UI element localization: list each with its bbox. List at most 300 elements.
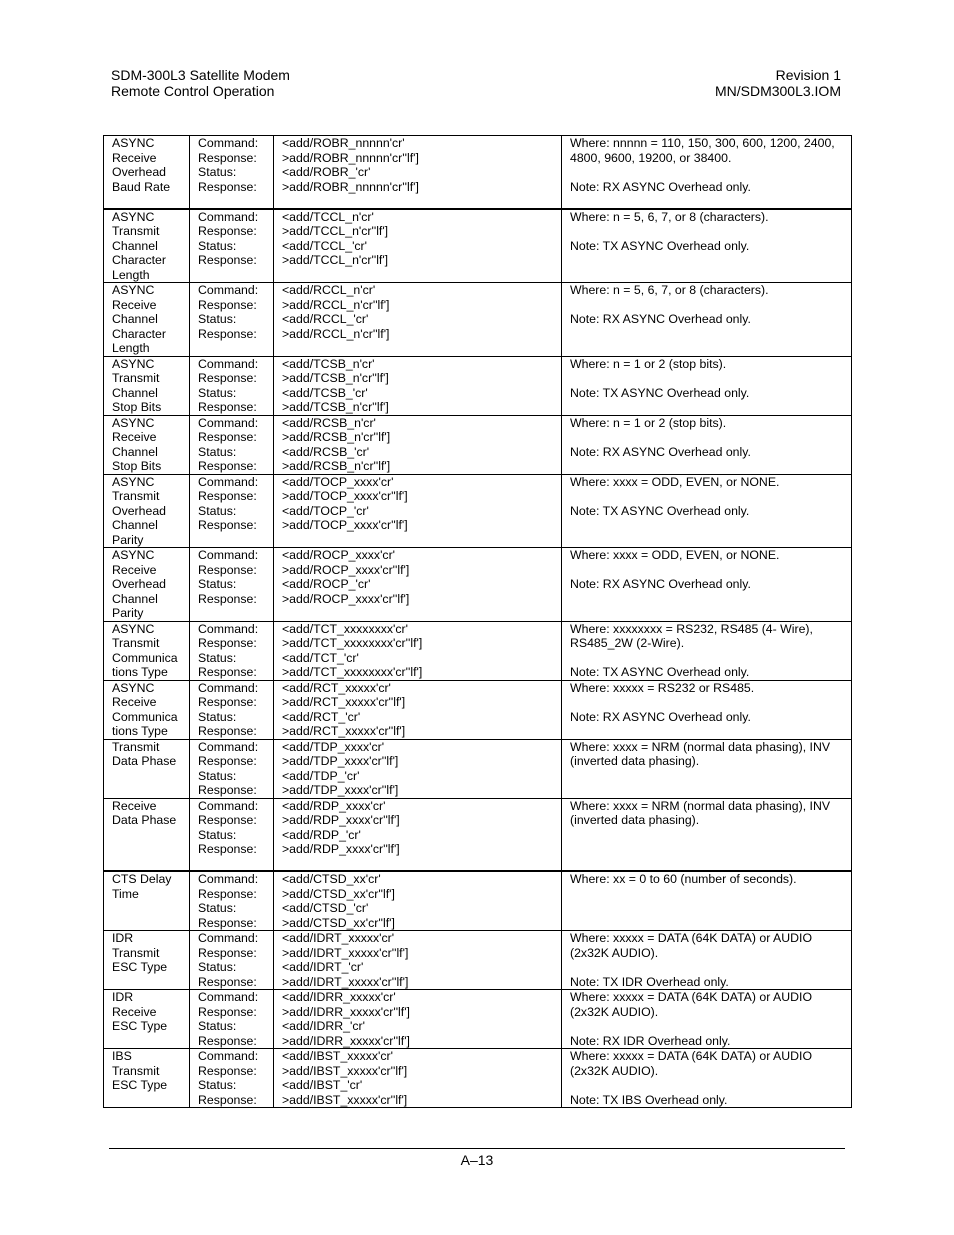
cell-line: <add/TCCL_'cr' — [282, 238, 368, 253]
cell-line: Status: — [198, 577, 237, 591]
table-row — [104, 621, 852, 680]
cell-line: >add/ROCP_xxxx'cr''lf'] — [282, 562, 410, 577]
parameter-cell — [104, 990, 190, 1049]
cell-line: Command: — [198, 621, 259, 636]
cell-line: ASYNC — [112, 136, 155, 150]
description-cell — [562, 871, 852, 931]
cell-line: Stop Bits — [112, 400, 162, 414]
description-cell — [562, 209, 852, 283]
description-cell — [562, 931, 852, 990]
cell-line — [570, 224, 847, 239]
parameter-cell — [104, 1049, 190, 1108]
cell-line: ASYNC — [112, 680, 155, 695]
description-cell — [562, 798, 852, 871]
message-type-cell — [190, 209, 274, 283]
cell-line: ASYNC — [112, 356, 155, 371]
cell-line: Overhead — [112, 503, 167, 518]
cell-line: >add/TCSB_n'cr''lf'] — [282, 371, 389, 385]
cell-line: Transmit — [112, 636, 160, 650]
cell-line: Channel — [112, 238, 158, 253]
table-row — [104, 680, 852, 739]
cell-line: >add/CTSD_xx'cr''lf'] — [282, 915, 395, 930]
cell-line: <add/RCT_'cr' — [282, 709, 361, 724]
cell-line: Response: — [198, 1004, 257, 1019]
cell-line: Response: — [198, 1092, 257, 1107]
cell-line: Command: — [198, 798, 259, 813]
cell-line: <add/IBST_'cr' — [282, 1078, 363, 1092]
cell-line: ESC Type — [112, 1019, 168, 1033]
cell-line: >add/RCSB_n'cr''lf'] — [282, 459, 391, 473]
table-row — [104, 136, 852, 209]
cell-line: <add/TCT_'cr' — [282, 650, 359, 665]
cell-line: Where: xxxxxxxx = RS232, RS485 (4- Wire), — [570, 621, 813, 636]
cell-line: ASYNC — [112, 415, 155, 430]
syntax-cell — [274, 1049, 562, 1108]
cell-line: Parity — [112, 606, 144, 620]
parameter-cell — [104, 739, 190, 798]
cell-line — [570, 1078, 847, 1093]
cell-line: <add/TDP_'cr' — [282, 768, 360, 783]
cell-line: Response: — [198, 665, 257, 679]
message-type-cell — [190, 931, 274, 990]
cell-line: Status: — [198, 960, 237, 974]
cell-line: Channel — [112, 444, 158, 459]
cell-line: Note: RX ASYNC Overhead only. — [570, 312, 751, 326]
syntax-cell — [274, 680, 562, 739]
cell-line: Communica — [112, 709, 178, 724]
description-cell — [562, 1049, 852, 1108]
cell-line: Receive — [112, 695, 157, 709]
cell-line: Response: — [198, 783, 257, 797]
table-row — [104, 1049, 852, 1108]
syntax-cell — [274, 356, 562, 415]
cell-line: <add/RCCL_n'cr' — [282, 283, 376, 297]
page-number: A–13 — [460, 1152, 494, 1168]
cell-line: Overhead — [112, 577, 167, 591]
cell-line: Response: — [198, 974, 257, 989]
cell-line: Command: — [198, 474, 259, 489]
cell-line: Channel — [112, 385, 158, 400]
cell-line: 4800, 9600, 19200, or 38400. — [570, 150, 732, 165]
cell-line: Receive — [112, 430, 157, 444]
cell-line: >add/CTSD_xx'cr''lf'] — [282, 886, 395, 901]
table-row — [104, 931, 852, 990]
cell-line: Note: TX ASYNC Overhead only. — [570, 503, 750, 518]
cell-line: <add/ROBR_'cr' — [282, 165, 371, 179]
cell-line: tions Type — [112, 665, 168, 679]
cell-line: Note: TX ASYNC Overhead only. — [570, 385, 750, 400]
cell-line: Where: xxxxx = DATA (64K DATA) or AUDIO — [570, 931, 813, 945]
cell-line: >add/IDRR_xxxxx'cr''lf'] — [282, 1033, 410, 1048]
cell-line: <add/RCSB_n'cr' — [282, 415, 376, 430]
cell-line — [570, 695, 847, 710]
cell-line: >add/IDRT_xxxxx'cr''lf'] — [282, 945, 409, 960]
cell-line: Note: RX IDR Overhead only. — [570, 1033, 731, 1048]
cell-line — [570, 371, 847, 386]
cell-line: Response: — [198, 150, 257, 165]
parameter-cell — [104, 798, 190, 871]
table-row — [104, 990, 852, 1049]
cell-line: Length — [112, 341, 150, 355]
table-row — [104, 871, 852, 931]
cell-line: Command: — [198, 872, 259, 886]
message-type-cell — [190, 136, 274, 209]
description-cell — [562, 548, 852, 622]
cell-line: (2x32K AUDIO). — [570, 1063, 659, 1078]
cell-line: Channel — [112, 591, 158, 606]
parameter-cell — [104, 136, 190, 209]
cell-line: Where: xx = 0 to 60 (number of seconds). — [570, 872, 797, 886]
cell-line: ESC Type — [112, 960, 168, 974]
parameter-cell — [104, 680, 190, 739]
cell-line: Transmit — [112, 489, 160, 503]
cell-line: Response: — [198, 400, 257, 414]
cell-line: Command: — [198, 283, 259, 297]
cell-line: ASYNC — [112, 283, 155, 297]
cell-line: Where: xxxxx = DATA (64K DATA) or AUDIO — [570, 1049, 813, 1063]
parameter-cell — [104, 548, 190, 622]
parameter-cell — [104, 356, 190, 415]
cell-line: >add/TCCL_n'cr''lf'] — [282, 253, 389, 267]
cell-line: Transmit — [112, 224, 160, 238]
cell-line: Note: RX ASYNC Overhead only. — [570, 709, 751, 724]
cell-line: >add/IDRT_xxxxx'cr''lf'] — [282, 974, 409, 989]
cell-line: >add/TCSB_n'cr''lf'] — [282, 400, 389, 414]
cell-line: <add/TCSB_n'cr' — [282, 356, 375, 371]
cell-line: Response: — [198, 179, 257, 194]
table-row — [104, 209, 852, 283]
syntax-cell — [274, 871, 562, 931]
cell-line: Status: — [198, 312, 237, 326]
cell-line: Where: n = 1 or 2 (stop bits). — [570, 415, 727, 430]
description-cell — [562, 621, 852, 680]
cell-line: Status: — [198, 444, 237, 459]
cell-line: >add/IBST_xxxxx'cr''lf'] — [282, 1092, 408, 1107]
cell-line: >add/TDP_xxxx'cr''lf'] — [282, 754, 399, 768]
cell-line: Receive — [112, 798, 157, 813]
table-row — [104, 474, 852, 548]
cell-line: >add/ROBR_nnnnn'cr''lf'] — [282, 179, 419, 194]
cell-line: Where: xxxx = NRM (normal data phasing), INV — [570, 798, 831, 813]
cell-line — [570, 563, 847, 578]
cell-line: <add/IBST_xxxxx'cr' — [282, 1049, 393, 1063]
message-type-cell — [190, 1049, 274, 1108]
cell-line: >add/RCSB_n'cr''lf'] — [282, 430, 391, 444]
cell-line: >add/RDP_xxxx'cr''lf'] — [282, 813, 400, 827]
cell-line: Receive — [112, 150, 157, 165]
command-table-body — [104, 136, 852, 1108]
cell-line — [570, 651, 847, 666]
cell-line: RS485_2W (2-Wire). — [570, 636, 685, 650]
cell-line: <add/ROBR_nnnnn'cr' — [282, 136, 405, 150]
cell-line: (2x32K AUDIO). — [570, 1004, 659, 1019]
parameter-cell — [104, 931, 190, 990]
message-type-cell — [190, 798, 274, 871]
cell-line: Response: — [198, 636, 257, 650]
message-type-cell — [190, 474, 274, 548]
cell-line: Where: n = 5, 6, 7, or 8 (characters). — [570, 283, 769, 297]
cell-line: <add/IDRT_'cr' — [282, 960, 364, 974]
cell-line: Response: — [198, 886, 257, 901]
cell-line: Response: — [198, 518, 257, 532]
cell-line: <add/CTSD_'cr' — [282, 901, 369, 915]
cell-line: Command: — [198, 415, 259, 430]
header-left — [111, 67, 290, 99]
description-cell — [562, 739, 852, 798]
syntax-cell — [274, 739, 562, 798]
cell-line: Stop Bits — [112, 459, 162, 473]
cell-line: Note: TX ASYNC Overhead only. — [570, 665, 750, 679]
cell-line: CTS Delay — [112, 872, 172, 886]
cell-line: <add/IDRR_'cr' — [282, 1019, 365, 1033]
cell-line: >add/RCCL_n'cr''lf'] — [282, 297, 390, 312]
syntax-cell — [274, 209, 562, 283]
parameter-cell — [104, 283, 190, 357]
table-row — [104, 798, 852, 871]
message-type-cell — [190, 990, 274, 1049]
syntax-cell — [274, 798, 562, 871]
cell-line: Where: xxxxx = DATA (64K DATA) or AUDIO — [570, 990, 813, 1004]
cell-line: Status: — [198, 827, 237, 842]
cell-line: Command: — [198, 1049, 259, 1063]
cell-line: Overhead — [112, 165, 167, 179]
cell-line: <add/RDP_'cr' — [282, 827, 361, 842]
footer-rule — [109, 1148, 845, 1149]
table-row — [104, 283, 852, 357]
message-type-cell — [190, 739, 274, 798]
syntax-cell — [274, 621, 562, 680]
cell-line: Where: n = 1 or 2 (stop bits). — [570, 356, 727, 371]
syntax-cell — [274, 283, 562, 357]
cell-line: Response: — [198, 754, 257, 768]
cell-line: <add/RCSB_'cr' — [282, 444, 370, 459]
cell-line: Response: — [198, 459, 257, 473]
cell-line: <add/ROCP_xxxx'cr' — [282, 548, 396, 562]
cell-line: <add/TCSB_'cr' — [282, 385, 368, 400]
cell-line: >add/RDP_xxxx'cr''lf'] — [282, 842, 400, 856]
cell-line: Status: — [198, 1078, 237, 1092]
cell-line: Response: — [198, 253, 257, 267]
cell-line: tions Type — [112, 724, 168, 738]
cell-line: Response: — [198, 430, 257, 444]
message-type-cell — [190, 548, 274, 622]
cell-line: Where: xxxx = ODD, EVEN, or NONE. — [570, 548, 780, 562]
cell-line: Command: — [198, 990, 259, 1004]
syntax-cell — [274, 548, 562, 622]
message-type-cell — [190, 680, 274, 739]
cell-line: Response: — [198, 695, 257, 709]
parameter-cell — [104, 474, 190, 548]
cell-line: Data Phase — [112, 813, 177, 827]
cell-line: ESC Type — [112, 1078, 168, 1092]
cell-line: Parity — [112, 532, 144, 547]
cell-line: <add/IDRR_xxxxx'cr' — [282, 990, 396, 1004]
cell-line: Status: — [198, 768, 237, 783]
description-cell — [562, 415, 852, 474]
cell-line: Response: — [198, 562, 257, 577]
cell-line: Receive — [112, 1004, 157, 1019]
cell-line: Response: — [198, 489, 257, 503]
cell-line: Where: nnnnn = 110, 150, 300, 600, 1200, 2400, — [570, 136, 835, 150]
cell-line: Note: TX ASYNC Overhead only. — [570, 238, 750, 253]
cell-line: IDR — [112, 990, 134, 1004]
cell-line: Response: — [198, 224, 257, 238]
syntax-cell — [274, 990, 562, 1049]
cell-line: Response: — [198, 297, 257, 312]
cell-line: Command: — [198, 209, 259, 224]
cell-line: Channel — [112, 518, 158, 532]
cell-line: <add/TCCL_n'cr' — [282, 209, 374, 224]
cell-line: Communica — [112, 650, 178, 665]
cell-line: Command: — [198, 680, 259, 695]
cell-line: Transmit — [112, 1063, 160, 1078]
cell-line: Status: — [198, 385, 237, 400]
cell-line: <add/CTSD_xx'cr' — [282, 872, 381, 886]
cell-line: Status: — [198, 1019, 237, 1033]
cell-line: Response: — [198, 915, 257, 930]
cell-line: Status: — [198, 709, 237, 724]
cell-line: >add/TCCL_n'cr''lf'] — [282, 224, 389, 238]
cell-line: >add/ROCP_xxxx'cr''lf'] — [282, 591, 410, 606]
cell-line: Note: RX ASYNC Overhead only. — [570, 444, 751, 459]
parameter-cell — [104, 209, 190, 283]
syntax-cell — [274, 931, 562, 990]
cell-line: Where: n = 5, 6, 7, or 8 (characters). — [570, 209, 769, 224]
cell-line: Receive — [112, 562, 157, 577]
cell-line: >add/ROBR_nnnnn'cr''lf'] — [282, 150, 419, 165]
syntax-cell — [274, 136, 562, 209]
message-type-cell — [190, 283, 274, 357]
cell-line: Status: — [198, 238, 237, 253]
cell-line: Note: RX ASYNC Overhead only. — [570, 577, 751, 591]
message-type-cell — [190, 871, 274, 931]
cell-line: Command: — [198, 136, 259, 150]
doc-subtitle: Remote Control Operation — [111, 83, 275, 99]
cell-line: ASYNC — [112, 474, 155, 489]
cell-line: Transmit — [112, 371, 160, 385]
cell-line: Status: — [198, 901, 237, 915]
syntax-cell — [274, 474, 562, 548]
cell-line: >add/RCCL_n'cr''lf'] — [282, 326, 390, 341]
doc-title: SDM-300L3 Satellite Modem — [111, 67, 290, 83]
cell-line: Where: xxxxx = RS232 or RS485. — [570, 680, 755, 695]
header-right — [715, 67, 841, 99]
cell-line: >add/TDP_xxxx'cr''lf'] — [282, 783, 399, 797]
table-row — [104, 415, 852, 474]
cell-line: Command: — [198, 356, 259, 371]
cell-line: Data Phase — [112, 754, 177, 768]
cell-line — [570, 1019, 847, 1034]
cell-line: <add/TCT_xxxxxxxx'cr' — [282, 621, 408, 636]
cell-line — [570, 165, 847, 180]
cell-line: Status: — [198, 165, 237, 179]
description-cell — [562, 356, 852, 415]
cell-line: Note: TX IBS Overhead only. — [570, 1092, 728, 1107]
cell-line: (inverted data phasing). — [570, 754, 700, 768]
cell-line: Channel — [112, 312, 158, 326]
cell-line: Character — [112, 326, 166, 341]
cell-line: Where: xxxx = NRM (normal data phasing), INV — [570, 739, 831, 754]
cell-line — [570, 960, 847, 975]
cell-line: <add/ROCP_'cr' — [282, 577, 371, 591]
cell-line: Transmit — [112, 945, 160, 960]
cell-line: Time — [112, 886, 139, 901]
cell-line: Response: — [198, 945, 257, 960]
cell-line: Response: — [198, 326, 257, 341]
cell-line: >add/TOCP_xxxx'cr''lf'] — [282, 489, 408, 503]
parameter-cell — [104, 415, 190, 474]
cell-line: Length — [112, 267, 150, 282]
parameter-cell — [104, 621, 190, 680]
description-cell — [562, 283, 852, 357]
cell-line: Note: TX IDR Overhead only. — [570, 974, 729, 989]
cell-line: Note: RX ASYNC Overhead only. — [570, 179, 751, 194]
description-cell — [562, 990, 852, 1049]
cell-line: >add/IBST_xxxxx'cr''lf'] — [282, 1063, 408, 1078]
cell-line: IDR — [112, 931, 134, 945]
cell-line: Response: — [198, 1063, 257, 1078]
cell-line: <add/TOCP_'cr' — [282, 503, 369, 518]
cell-line: <add/RDP_xxxx'cr' — [282, 798, 386, 813]
cell-line: Command: — [198, 739, 259, 754]
cell-line: ASYNC — [112, 621, 155, 636]
cell-line: IBS — [112, 1049, 132, 1063]
cell-line — [570, 489, 847, 504]
revision-label: Revision 1 — [775, 67, 841, 83]
parameter-cell — [104, 871, 190, 931]
cell-line: (inverted data phasing). — [570, 813, 700, 827]
cell-line: Response: — [198, 813, 257, 827]
cell-line: Receive — [112, 297, 157, 312]
table-row — [104, 356, 852, 415]
cell-line: Command: — [198, 931, 259, 945]
table-row — [104, 739, 852, 798]
doc-number: MN/SDM300L3.IOM — [714, 83, 841, 99]
cell-line: Response: — [198, 842, 257, 856]
cell-line: (2x32K AUDIO). — [570, 945, 659, 960]
cell-line: Baud Rate — [112, 179, 171, 194]
cell-line: <add/IDRT_xxxxx'cr' — [282, 931, 395, 945]
cell-line: Response: — [198, 1033, 257, 1048]
cell-line: Command: — [198, 548, 259, 562]
cell-line: >add/TCT_xxxxxxxx'cr''lf'] — [282, 636, 423, 650]
cell-line: <add/TDP_xxxx'cr' — [282, 739, 385, 754]
cell-line: <add/RCT_xxxxx'cr' — [282, 680, 391, 695]
cell-line: Transmit — [112, 739, 160, 754]
cell-line: Response: — [198, 591, 257, 606]
message-type-cell — [190, 415, 274, 474]
command-table — [103, 135, 852, 1108]
message-type-cell — [190, 621, 274, 680]
cell-line — [570, 430, 847, 445]
cell-line: ASYNC — [112, 209, 155, 224]
syntax-cell — [274, 415, 562, 474]
cell-line: <add/RCCL_'cr' — [282, 312, 369, 326]
description-cell — [562, 474, 852, 548]
cell-line: >add/IDRR_xxxxx'cr''lf'] — [282, 1004, 410, 1019]
cell-line: Status: — [198, 503, 237, 518]
cell-line: >add/RCT_xxxxx'cr''lf'] — [282, 695, 406, 709]
cell-line: Response: — [198, 724, 257, 738]
cell-line — [570, 298, 847, 313]
description-cell — [562, 136, 852, 209]
cell-line: <add/TOCP_xxxx'cr' — [282, 474, 394, 489]
cell-line: Response: — [198, 371, 257, 385]
cell-line: Where: xxxx = ODD, EVEN, or NONE. — [570, 474, 780, 489]
cell-line: Character — [112, 253, 166, 267]
description-cell — [562, 680, 852, 739]
cell-line: >add/TCT_xxxxxxxx'cr''lf'] — [282, 665, 423, 679]
